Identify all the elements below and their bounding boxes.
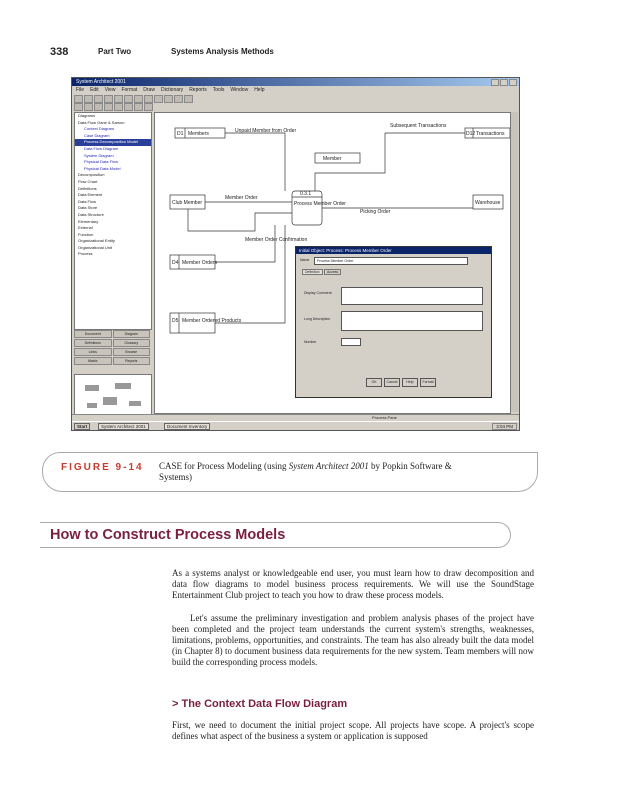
dfd-label: Member Order xyxy=(225,195,258,201)
menu-help[interactable]: Help xyxy=(254,87,265,93)
external-icon[interactable] xyxy=(104,103,113,111)
number-label: Number xyxy=(304,340,317,344)
flow-icon[interactable] xyxy=(114,103,123,111)
print-icon[interactable] xyxy=(104,95,113,103)
close-icon[interactable] xyxy=(509,79,517,86)
browser-tabs xyxy=(74,330,150,372)
menu-draw[interactable]: Draw xyxy=(143,87,155,93)
menu-file[interactable]: File xyxy=(76,87,85,93)
dfd-label: Picking Order xyxy=(360,209,391,215)
paste-icon[interactable] xyxy=(134,95,143,103)
dfd-label: Transactions xyxy=(476,131,505,137)
tree-item[interactable]: Definitions xyxy=(78,185,97,191)
page-number: 338 xyxy=(50,46,69,58)
text-icon[interactable] xyxy=(124,103,133,111)
clock: 3:04 PM xyxy=(492,423,517,430)
display-comment-field[interactable] xyxy=(341,287,483,305)
browser-tree xyxy=(74,112,152,330)
tree-item[interactable]: Process xyxy=(78,251,93,257)
copy-icon[interactable] xyxy=(124,95,133,103)
maximize-icon[interactable] xyxy=(500,79,508,86)
tab-glossary[interactable]: Glossary xyxy=(113,339,151,347)
tab-definition[interactable]: Definition xyxy=(302,269,323,275)
app-titlebar xyxy=(72,78,519,86)
tree-item[interactable]: External xyxy=(78,225,93,231)
dfd-label: Process Member Order xyxy=(294,201,346,207)
dfd-label: D5 xyxy=(172,318,179,324)
toolbar-draw xyxy=(74,103,153,110)
name-field[interactable]: Process Member Order xyxy=(314,257,468,265)
display-comment-label: Display Comment xyxy=(304,291,332,295)
status-text: Process Pane xyxy=(372,415,397,420)
pointer-icon[interactable] xyxy=(74,103,83,111)
menu-reports[interactable]: Reports xyxy=(189,87,207,93)
align-icon[interactable] xyxy=(174,95,183,103)
tree-item[interactable]: Physical Data Flow xyxy=(84,159,119,165)
number-field[interactable] xyxy=(341,338,361,346)
dfd-label: Subsequent Transactions xyxy=(390,123,447,129)
tab-diagram[interactable]: Diagram xyxy=(113,330,151,338)
tab-access[interactable]: Access xyxy=(324,269,341,275)
minimize-icon[interactable] xyxy=(491,79,499,86)
diagram-overview[interactable] xyxy=(74,374,152,416)
tree-item[interactable]: Elementary xyxy=(78,218,99,224)
chapter-title: Systems Analysis Methods xyxy=(171,47,274,56)
dfd-label: D4 xyxy=(172,260,179,266)
tree-item[interactable]: Diagrams xyxy=(78,113,96,118)
dfd-label: D1 xyxy=(177,131,184,137)
cut-icon[interactable] xyxy=(114,95,123,103)
taskbar-app-button[interactable]: Document Inventory xyxy=(164,423,210,430)
paragraph: As a systems analyst or knowledgeable end user, you must learn how to draw decomposition and data flow diagrams to model business process requirements. We will use the SoundStage Entertainment Club project to teach you how to draw these process models. xyxy=(172,568,534,600)
name-label: Name xyxy=(300,258,310,262)
dfd-label: D12 xyxy=(466,131,476,137)
save-icon[interactable] xyxy=(94,95,103,103)
paragraph: First, we need to document the initial project scope. All projects have scope. A project's scope defines what aspect of the business a system or application is supposed xyxy=(172,720,534,741)
dfd-label: Member xyxy=(323,156,342,162)
new-icon[interactable] xyxy=(74,95,83,103)
tab-definitions[interactable]: Definitions xyxy=(74,339,112,347)
figure-caption xyxy=(42,452,538,492)
taskbar-app-button[interactable]: System Architect 2001 xyxy=(98,423,149,430)
tree-item[interactable]: Data Structure xyxy=(78,211,104,217)
tab-browse[interactable]: Browse xyxy=(113,348,151,356)
vertical-scrollbar[interactable] xyxy=(511,112,518,412)
grid-icon[interactable] xyxy=(164,95,173,103)
tab-reports[interactable]: Reports xyxy=(113,357,151,365)
dfd-label: Member Order Confirmation xyxy=(245,237,308,243)
app-title: System Architect 2001 xyxy=(76,79,126,85)
tab-matrix[interactable]: Matrix xyxy=(74,357,112,365)
long-description-field[interactable] xyxy=(341,311,483,331)
dfd-label: Members xyxy=(188,131,209,137)
window-buttons[interactable] xyxy=(491,79,517,86)
tree-item[interactable]: Decomposition xyxy=(78,172,105,178)
tree-item[interactable]: Case Diagram xyxy=(84,132,110,138)
line-icon[interactable] xyxy=(134,103,143,111)
tree-item[interactable]: Process Decomposition Model xyxy=(75,139,151,146)
process-icon[interactable] xyxy=(84,103,93,111)
tree-item[interactable]: Function xyxy=(78,231,94,237)
datastore-icon[interactable] xyxy=(94,103,103,111)
tree-item[interactable]: Context Diagram xyxy=(84,126,115,132)
taskbar xyxy=(72,421,519,431)
menu-dictionary[interactable]: Dictionary xyxy=(160,87,184,93)
tree-item[interactable]: Flow Chart xyxy=(78,178,98,184)
tree-item[interactable]: System Diagram xyxy=(84,152,114,158)
tree-item[interactable]: Data Store xyxy=(78,205,98,211)
figure-caption-text: CASE for Process Modeling (using System Architect 2001 by Popkin Software & Systems) xyxy=(159,461,452,482)
dialog-title: Initial Object: Process: Process Member Order xyxy=(296,247,491,254)
menu-bar xyxy=(72,86,520,94)
menu-window[interactable]: Window xyxy=(230,87,249,93)
ok-button[interactable]: OK xyxy=(366,378,382,387)
subsection-heading: > The Context Data Flow Diagram xyxy=(172,698,348,710)
dfd-label: Unpaid Member from Order xyxy=(235,128,297,134)
dfd-label: 0.3.1 xyxy=(300,191,312,197)
paragraph: Let's assume the preliminary investigation and problem analysis phases of the project have been completed and the project team understands the current system's strengths, weaknesses, limitations, problems, opportunities, and constraints. The team has also already built the data model (in Chapter 8) to document business data requirements for the new system. Team members will now build the corresponding process models. xyxy=(172,613,534,667)
open-icon[interactable] xyxy=(84,95,93,103)
figure-label: FIGURE 9-14 xyxy=(61,462,144,473)
dfd-label: Warehouse xyxy=(475,200,501,206)
dfd-label: Member Orders xyxy=(182,260,218,266)
tree-item[interactable]: Data Flow xyxy=(78,198,97,204)
long-description-label: Long Description xyxy=(304,317,331,321)
tree-item[interactable]: Data Flow Gane & Sarson xyxy=(78,119,125,125)
section-heading: How to Construct Process Models xyxy=(50,527,286,543)
tree-item[interactable]: Data Flow Diagram xyxy=(84,145,119,151)
menu-view[interactable]: View xyxy=(104,87,116,93)
tree-item[interactable]: Data Element xyxy=(78,192,103,198)
case-tool-screenshot xyxy=(71,77,520,431)
tab-document[interactable]: Document xyxy=(74,330,112,338)
color-icon[interactable] xyxy=(184,95,193,103)
format-button[interactable]: Format xyxy=(420,378,436,387)
zoom-icon[interactable] xyxy=(154,95,163,103)
menu-format[interactable]: Format xyxy=(121,87,138,93)
box-icon[interactable] xyxy=(144,103,153,111)
part-label: Part Two xyxy=(98,47,132,56)
tree-item[interactable]: Physical Data Model xyxy=(84,165,121,171)
tree-item[interactable]: Organizational Entity xyxy=(78,238,115,244)
help-button[interactable]: Help xyxy=(402,378,418,387)
dfd-label: Member Ordered Products xyxy=(182,318,242,324)
menu-edit[interactable]: Edit xyxy=(90,87,99,93)
cancel-button[interactable]: Cancel xyxy=(384,378,400,387)
tab-links[interactable]: Links xyxy=(74,348,112,356)
menu-tools[interactable]: Tools xyxy=(212,87,225,93)
toolbar-top xyxy=(74,95,193,102)
dfd-label: Club Member xyxy=(172,200,203,206)
tree-item[interactable]: Organizational Unit xyxy=(78,244,113,250)
start-button[interactable]: Start xyxy=(74,423,90,430)
undo-icon[interactable] xyxy=(144,95,153,103)
process-dialog xyxy=(295,246,492,398)
